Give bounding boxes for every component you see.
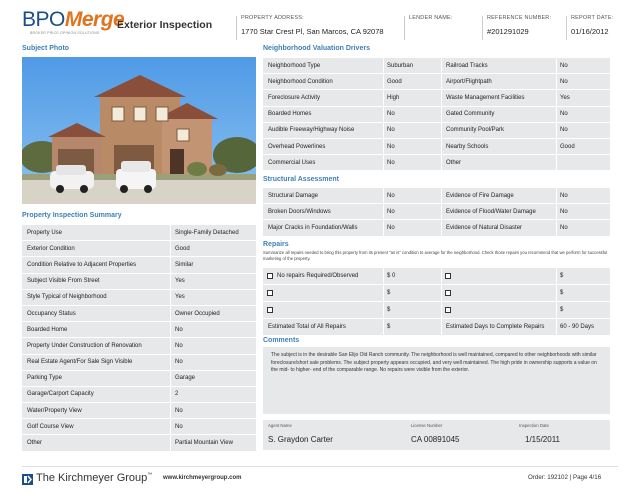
neighborhood-row [263, 139, 610, 155]
bpomerge-logo: BPOMerge [22, 8, 125, 31]
factor-value: High [387, 94, 400, 101]
factor-value: Good [560, 143, 575, 150]
factor-value: No [560, 78, 568, 85]
repair-checkbox[interactable] [267, 307, 273, 313]
summary-value: Partial Mountain View [175, 440, 233, 447]
summary-value: No [175, 359, 183, 366]
summary-value: No [175, 326, 183, 333]
repairs-total-row [263, 319, 610, 336]
inspection-summary-row [22, 435, 256, 451]
factor-value: No [387, 192, 395, 199]
factor-value: Yes [560, 94, 570, 101]
comments-box [263, 347, 610, 414]
repair-checkbox[interactable] [445, 290, 451, 296]
factor-value: No [387, 208, 395, 215]
summary-label: Exterior Condition [27, 245, 75, 252]
structural-row [263, 220, 610, 236]
factor-value: No [387, 111, 395, 118]
inspection-date-label: Inspection Date [519, 423, 549, 428]
subject-photo [22, 57, 256, 204]
inspection-summary-row [22, 290, 256, 306]
summary-value: Yes [175, 278, 185, 285]
summary-value: Yes [175, 294, 185, 301]
property-address-field: PROPERTY ADDRESS: 1770 Star Crest Pl, San Marcos, CA 92078 [241, 15, 384, 36]
repairs-days-label: Estimated Days to Complete Repairs [446, 324, 545, 330]
repair-cost: $ [560, 273, 564, 279]
repair-checkbox[interactable] [445, 273, 451, 279]
header-divider [236, 16, 237, 40]
kirchmeyer-logo-icon [22, 474, 33, 485]
summary-label: Garage/Carport Capacity [27, 391, 94, 398]
logo-tagline: BROKER PRICE OPINION SOLUTIONS [30, 31, 100, 35]
company-name: The Kirchmeyer Group™ [36, 472, 153, 484]
factor-label: Boarded Homes [268, 111, 312, 118]
agent-info-box [263, 420, 610, 450]
factor-value: No [387, 224, 395, 231]
summary-value: No [175, 423, 183, 430]
factor-label: Neighborhood Condition [268, 78, 333, 85]
structural-title: Structural Assessment [263, 176, 339, 183]
repair-checkbox[interactable] [267, 273, 273, 279]
factor-value: No [560, 62, 568, 69]
repair-cost: $ [387, 307, 391, 313]
comments-title: Comments [263, 337, 300, 344]
inspection-summary-row [22, 257, 256, 273]
factor-label: Audible Freeway/Highway Noise [268, 127, 355, 134]
summary-label: Real Estate Agent/For Sale Sign Visible [27, 359, 133, 366]
summary-label: Subject Visible From Street [27, 278, 100, 285]
report-date-field: REPORT DATE: 01/16/2012 [571, 15, 614, 36]
factor-value: No [560, 192, 568, 199]
factor-label: Evidence of Flood/Water Damage [446, 208, 536, 215]
inspection-summary-row [22, 274, 256, 290]
inspection-summary-title: Property Inspection Summary [22, 212, 122, 219]
report-header [0, 0, 638, 40]
factor-label: Waste Management Facilities [446, 94, 525, 101]
neighborhood-title: Neighborhood Valuation Drivers [263, 45, 370, 52]
summary-label: Water/Property View [27, 407, 82, 414]
header-divider [482, 16, 483, 40]
factor-value: No [387, 159, 395, 166]
repair-row [263, 285, 610, 302]
inspection-summary-row [22, 371, 256, 387]
repair-checkbox[interactable] [267, 290, 273, 296]
inspection-summary-table [22, 225, 256, 452]
license-number: CA 00891045 [411, 435, 460, 444]
neighborhood-row [263, 58, 610, 74]
factor-value: No [560, 224, 568, 231]
repair-cost: $ [387, 290, 391, 296]
factor-label: Evidence of Fire Damage [446, 192, 514, 199]
license-number-label: License Number [411, 423, 443, 428]
factor-value: No [560, 208, 568, 215]
inspection-summary-row [22, 387, 256, 403]
inspection-summary-row [22, 419, 256, 435]
summary-value: Single-Family Detached [175, 229, 239, 236]
subject-photo-title: Subject Photo [22, 45, 70, 52]
factor-label: Other [446, 159, 462, 166]
factor-value: No [560, 127, 568, 134]
order-page-info: Order: 192102 | Page 4/16 [528, 474, 602, 481]
header-divider [404, 16, 405, 40]
factor-label: Airport/Flightpath [446, 78, 492, 85]
summary-label: Boarded Home [27, 326, 68, 333]
comments-text: The subject is in the desirable San Elijo Old Ranch community. The neighborhood is well maintained, compared to other neighborhoods with similar foreclosure/short sale problems. The subject property appears occupied, and very well maintained. The high pride in ownership supports a value on the mid- to higher- end of the comparable range. No repairs were visible from the exterior. [271, 352, 597, 373]
structural-row [263, 204, 610, 220]
factor-value: Good [387, 78, 402, 85]
repair-cost: $ [560, 290, 564, 296]
summary-label: Occupancy Status [27, 310, 76, 317]
inspection-summary-row [22, 403, 256, 419]
repair-cost: $ 0 [387, 273, 396, 279]
summary-value: Similar [175, 261, 194, 268]
inspection-summary-row [22, 338, 256, 354]
inspection-summary-row [22, 241, 256, 257]
summary-value: No [175, 407, 183, 414]
summary-label: Property Use [27, 229, 63, 236]
summary-value: Good [175, 245, 190, 252]
company-url[interactable]: www.kirchmeyergroup.com [163, 475, 242, 481]
repairs-table [263, 268, 610, 336]
repairs-title: Repairs [263, 241, 289, 248]
reference-number-field: REFERENCE NUMBER: #201291029 [487, 15, 552, 36]
factor-label: Neighborhood Type [268, 62, 321, 69]
factor-label: Overhead Powerlines [268, 143, 326, 150]
factor-label: Gated Community [446, 111, 495, 118]
summary-value: 2 [175, 391, 179, 398]
inspection-summary-row [22, 306, 256, 322]
document-title: Exterior Inspection [117, 19, 213, 31]
summary-label: Property Under Construction of Renovation [27, 342, 142, 349]
summary-label: Condition Relative to Adjacent Properties [27, 261, 137, 268]
inspection-date: 1/15/2011 [525, 435, 560, 444]
factor-value: Suburban [387, 62, 414, 69]
neighborhood-row [263, 123, 610, 139]
repair-cost: $ [560, 307, 564, 313]
structural-row [263, 188, 610, 204]
factor-label: Broken Doors/Windows [268, 208, 331, 215]
summary-label: Style Typical of Neighborhood [27, 294, 107, 301]
factor-label: Commercial Uses [268, 159, 316, 166]
repair-row [263, 268, 610, 285]
agent-name-label: Agent Name [268, 423, 292, 428]
lender-name-field: LENDER NAME: [409, 15, 453, 21]
structural-table [263, 188, 610, 237]
repair-row [263, 302, 610, 319]
summary-label: Golf Course View [27, 423, 74, 430]
factor-label: Major Cracks in Foundation/Walls [268, 224, 358, 231]
neighborhood-row [263, 107, 610, 123]
repair-checkbox[interactable] [445, 307, 451, 313]
summary-label: Other [27, 440, 43, 447]
footer-divider [22, 466, 618, 467]
factor-value: No [560, 111, 568, 118]
neighborhood-row [263, 90, 610, 106]
factor-label: Foreclosure Activity [268, 94, 321, 101]
factor-label: Railroad Tracks [446, 62, 488, 69]
factor-label: Structural Damage [268, 192, 319, 199]
summary-value: Garage [175, 375, 196, 382]
repairs-note: Summarize all repairs needed to bring this property from its present "as is" condition to average for the neighborhood. Check those repairs you recommend that we perform for successful marketing of the property. [263, 250, 608, 261]
house-photo-illustration [22, 57, 256, 204]
factor-value: No [387, 143, 395, 150]
repairs-total-label: Estimated Total of All Repairs [268, 324, 346, 330]
factor-label: Nearby Schools [446, 143, 489, 150]
factor-label: Community Pool/Park [446, 127, 505, 134]
inspection-summary-row [22, 322, 256, 338]
factor-label: Evidence of Natural Disaster [446, 224, 523, 231]
summary-label: Parking Type [27, 375, 62, 382]
header-divider [566, 16, 567, 40]
factor-value: No [387, 127, 395, 134]
inspection-summary-row [22, 355, 256, 371]
repairs-days-value: 60 - 90 Days [560, 324, 595, 330]
inspection-summary-row [22, 225, 256, 241]
neighborhood-row [263, 74, 610, 90]
summary-value: No [175, 342, 183, 349]
neighborhood-row [263, 155, 610, 171]
repairs-total-value: $ [387, 324, 391, 330]
neighborhood-table [263, 58, 610, 171]
repair-label: No repairs Required/Observed [277, 273, 359, 279]
summary-value: Owner Occupied [175, 310, 220, 317]
agent-name: S. Graydon Carter [268, 435, 333, 444]
